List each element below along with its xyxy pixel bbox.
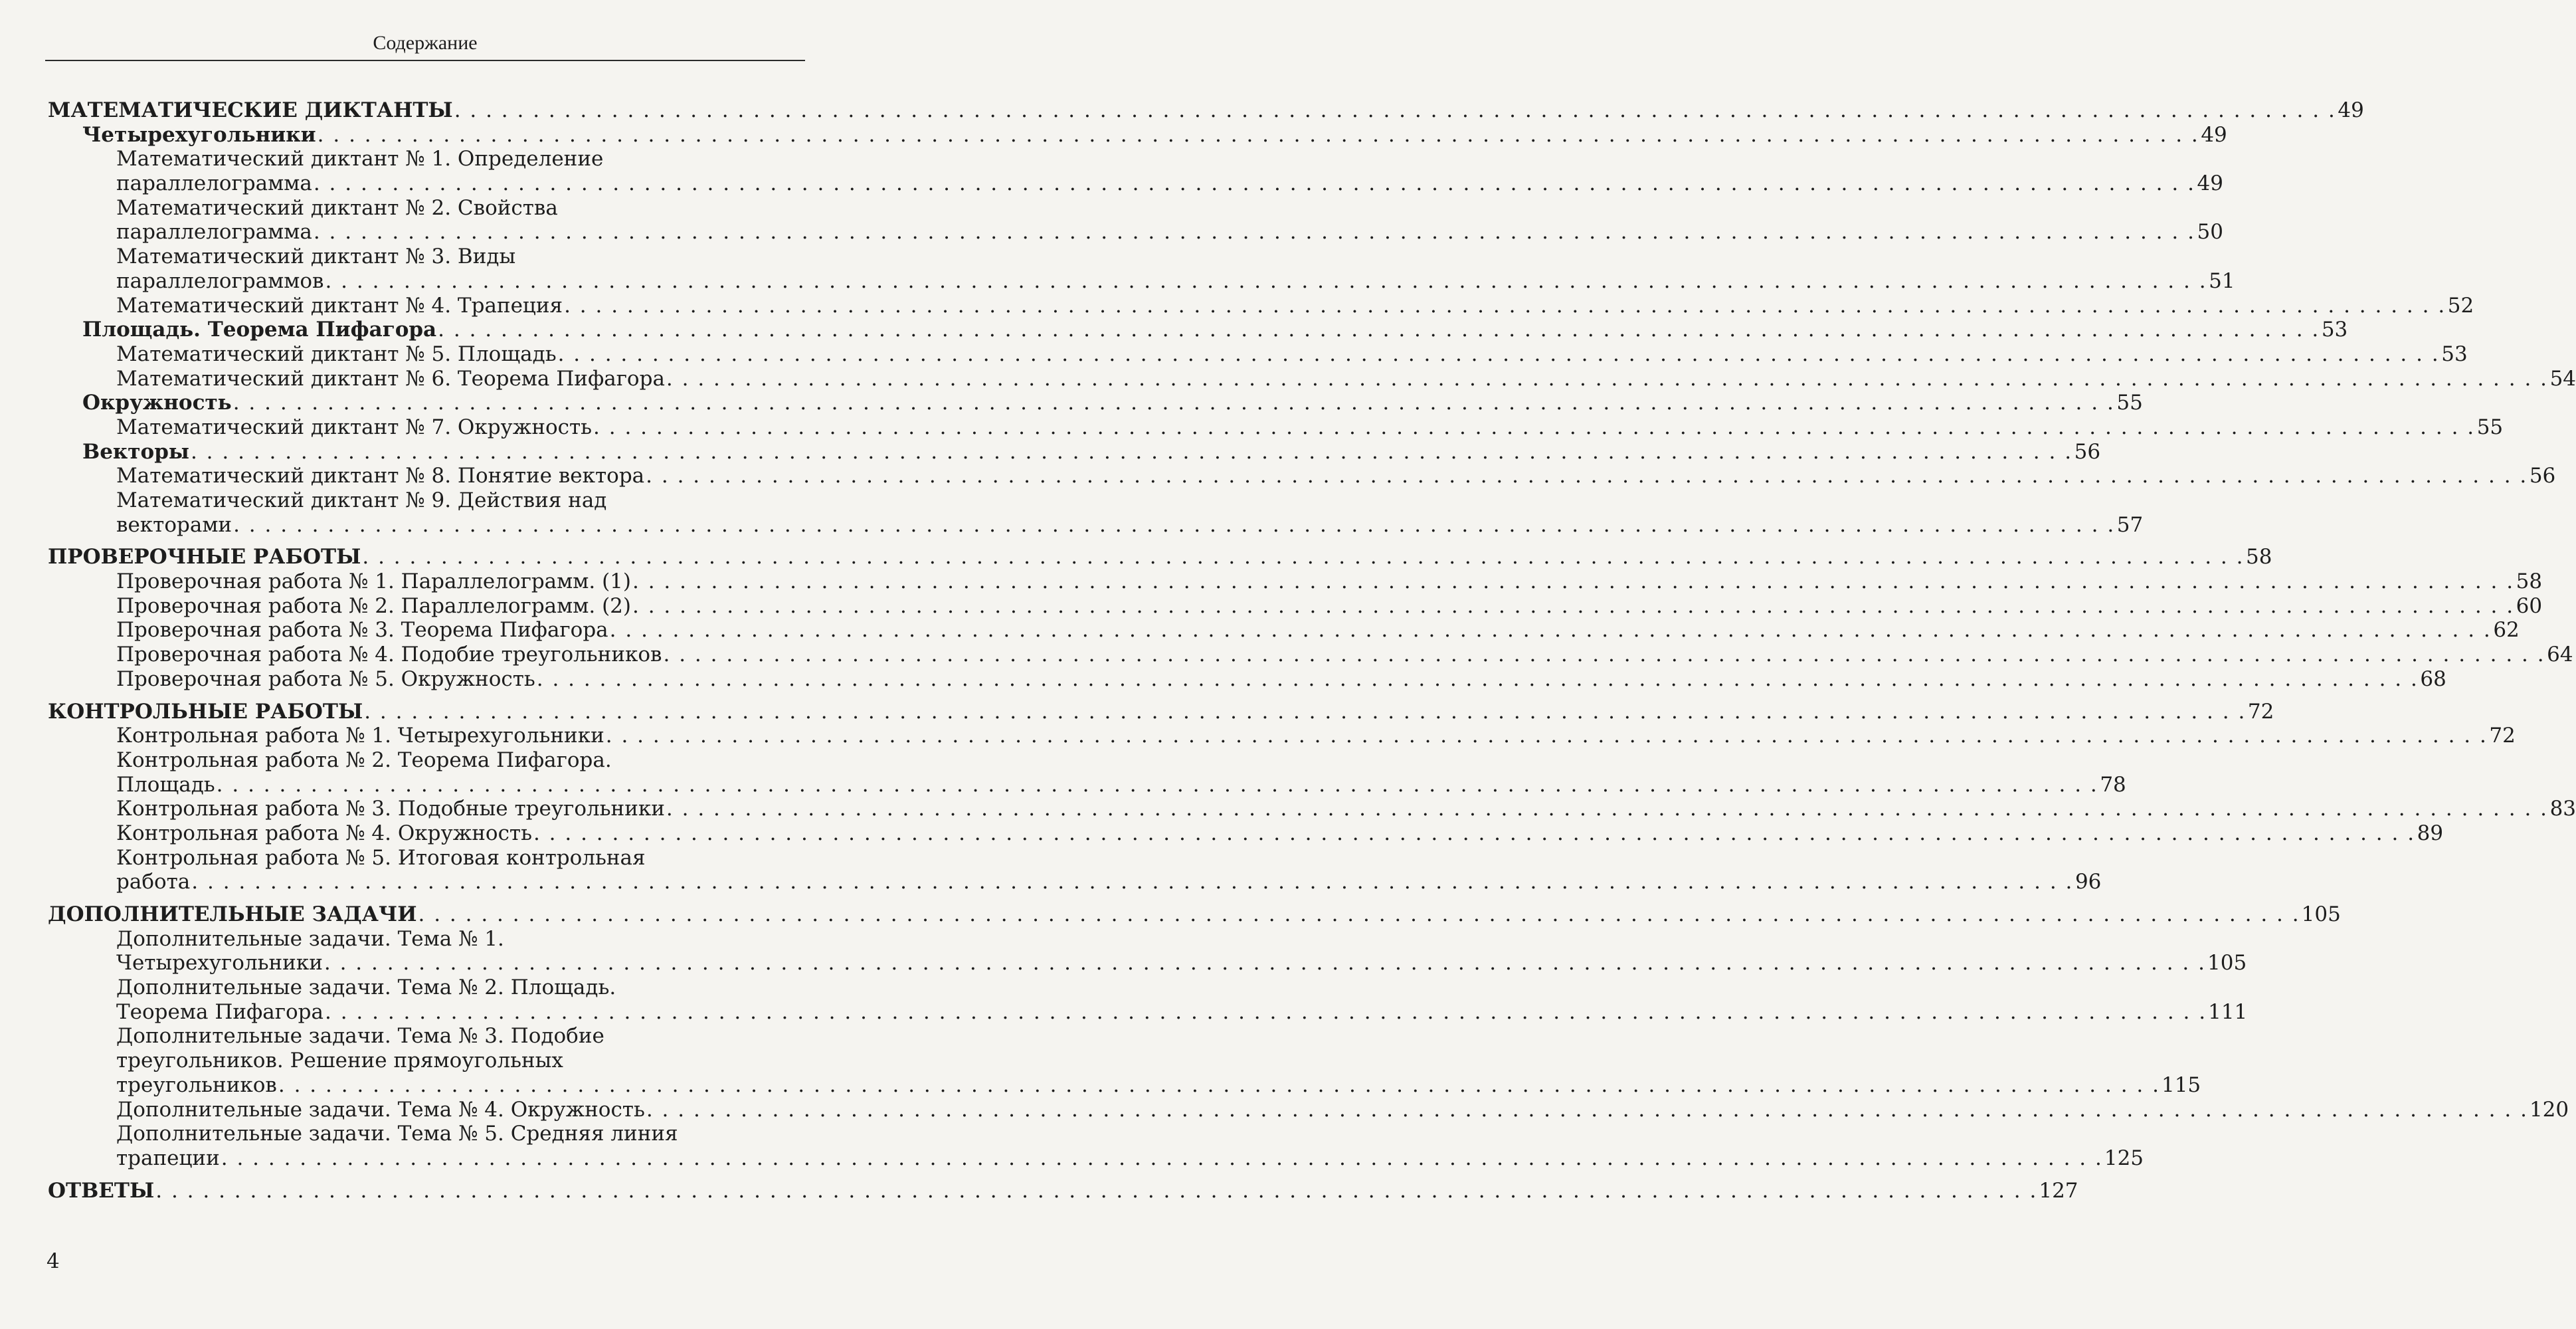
toc-entry-title: КОНТРОЛЬНЫЕ РАБОТЫ: [48, 699, 363, 724]
toc-page-number: 72: [2247, 699, 2274, 724]
toc-subsection: [48, 439, 2101, 464]
toc-leader-dots: . . . . . . . . . . . . . . . . . . . . . . . . . . . . . . . . . . . . . . . . . . . . . . . . . . . . . . . . . . . . . . . . . . . . . . . . . . . . . . . . . . . . . . . . . . . . . . . . . . . . . . . . . . . . . . . . . . . . . . . .: [632, 593, 2515, 618]
toc-entry: [48, 171, 2223, 196]
toc-page-number: 51: [2209, 268, 2235, 293]
toc-page-number: 55: [2116, 391, 2143, 415]
toc-page-number: 58: [2516, 569, 2543, 594]
toc-entry: [48, 245, 805, 269]
toc-entry-title: параллелограммов: [116, 268, 324, 293]
toc-section: [48, 902, 2341, 927]
toc-entry: [48, 748, 805, 773]
toc-page-number: 127: [2039, 1178, 2078, 1203]
toc-entry: [48, 1024, 805, 1049]
toc-leader-dots: . . . . . . . . . . . . . . . . . . . . . . . . . . . . . . . . . . . . . . . . . . . . . . . . . . . . . . . . . . . . . . . . . . . . . . . . . . . . . . . . . . . . . . . . . . . . . . . . . . . . . . . . . . . . . . . . . . . . . . . .: [216, 772, 2098, 797]
toc-entry: [48, 196, 805, 221]
toc-entry: [48, 927, 805, 952]
toc-entry-title: Дополнительные задачи. Тема № 1.: [116, 926, 504, 951]
toc-page-number: 52: [2447, 293, 2474, 318]
toc-entry-title: Дополнительные задачи. Тема № 4. Окружность: [116, 1097, 645, 1122]
toc-page-number: 125: [2104, 1146, 2144, 1170]
toc-page-number: 89: [2417, 821, 2444, 845]
toc-entry: [48, 797, 2576, 821]
toc-page-number: 56: [2074, 439, 2101, 464]
toc-page-number: 105: [2301, 902, 2341, 926]
toc-entry: [48, 268, 2235, 294]
toc-page-number: 49: [2197, 171, 2223, 196]
toc-leader-dots: . . . . . . . . . . . . . . . . . . . . . . . . . . . . . . . . . . . . . . . . . . . . . . . . . . . . . . . . . . . . . . . . . . . . . . . . . . . . . . . . . . . . . . . . . . . . . . . . . . . . . . . . . . . . . . . . . . . . . . . .: [564, 293, 2446, 318]
toc-leader-dots: . . . . . . . . . . . . . . . . . . . . . . . . . . . . . . . . . . . . . . . . . . . . . . . . . . . . . . . . . . . . . . . . . . . . . . . . . . . . . . . . . . . . . . . . . . . . . . . . . . . . . . . . . . . . . . . . . . . . . . . .: [666, 366, 2549, 391]
toc-page-number: 72: [2489, 724, 2516, 748]
toc-entry: [48, 1049, 805, 1073]
toc-section: [48, 98, 2364, 123]
toc-page-number: 120: [2529, 1097, 2569, 1122]
toc-leader-dots: . . . . . . . . . . . . . . . . . . . . . . . . . . . . . . . . . . . . . . . . . . . . . . . . . . . . . . . . . . . . . . . . . . . . . . . . . . . . . . . . . . . . . . . . . . . . . . . . . . . . . . . . . . . . . . . . . . . . . . . .: [313, 220, 2195, 245]
toc-entry: [48, 1122, 805, 1146]
toc-entry-title: треугольников: [116, 1073, 277, 1097]
toc-entry-title: Контрольная работа № 1. Четырехугольники: [116, 724, 604, 748]
toc-entry-title: ПРОВЕРОЧНЫЕ РАБОТЫ: [48, 545, 361, 569]
toc-entry-title: параллелограмма: [116, 171, 312, 196]
toc-leader-dots: . . . . . . . . . . . . . . . . . . . . . . . . . . . . . . . . . . . . . . . . . . . . . . . . . . . . . . . . . . . . . . . . . . . . . . . . . . . . . . . . . . . . . . . . . . . . . . . . . . . . . . . . . . . . . . . . . . . . . . . .: [536, 666, 2419, 691]
toc-entry-title: Окружность: [82, 391, 232, 415]
toc-entry-title: Контрольная работа № 3. Подобные треугольники: [116, 797, 665, 821]
toc-leader-dots: . . . . . . . . . . . . . . . . . . . . . . . . . . . . . . . . . . . . . . . . . . . . . . . . . . . . . . . . . . . . . . . . . . . . . . . . . . . . . . . . . . . . . . . . . . . . . . . . . . . . . . . . . . . . . . . . . . . . . . . .: [325, 268, 2207, 293]
toc-entry: [48, 821, 2444, 846]
toc-leader-dots: . . . . . . . . . . . . . . . . . . . . . . . . . . . . . . . . . . . . . . . . . . . . . . . . . . . . . . . . . . . . . . . . . . . . . . . . . . . . . . . . . . . . . . . . . . . . . . . . . . . . . . . . . . . . . . . . . . . . . . . .: [666, 797, 2549, 821]
toc-page-number: 54: [2549, 366, 2576, 391]
toc-entry: [48, 1146, 2144, 1171]
toc-entry-title: Площадь. Теорема Пифагора: [82, 318, 437, 342]
toc-entry-title: треугольников. Решение прямоугольных: [116, 1049, 563, 1073]
toc-entry-title: МАТЕМАТИЧЕСКИЕ ДИКТАНТЫ: [48, 98, 453, 122]
toc-page-number: 105: [2207, 951, 2247, 975]
toc-leader-dots: . . . . . . . . . . . . . . . . . . . . . . . . . . . . . . . . . . . . . . . . . . . . . . . . . . . . . . . . . . . . . . . . . . . . . . . . . . . . . . . . . . . . . . . . . . . . . . . . . . . . . . . . . . . . . . . . . . . . . . . .: [317, 122, 2199, 147]
toc-leader-dots: . . . . . . . . . . . . . . . . . . . . . . . . . . . . . . . . . . . . . . . . . . . . . . . . . . . . . . . . . . . . . . . . . . . . . . . . . . . . . . . . . . . . . . . . . . . . . . . . . . . . . . . . . . . . . . . . . . . . . . . .: [155, 1178, 2038, 1203]
toc-entry: [48, 951, 2247, 975]
toc-leader-dots: . . . . . . . . . . . . . . . . . . . . . . . . . . . . . . . . . . . . . . . . . . . . . . . . . . . . . . . . . . . . . . . . . . . . . . . . . . . . . . . . . . . . . . . . . . . . . . . . . . . . . . . . . . . . . . . . . . . . . . . .: [325, 999, 2207, 1024]
toc-page-number: 53: [2441, 342, 2468, 366]
toc-leader-dots: . . . . . . . . . . . . . . . . . . . . . . . . . . . . . . . . . . . . . . . . . . . . . . . . . . . . . . . . . . . . . . . . . . . . . . . . . . . . . . . . . . . . . . . . . . . . . . . . . . . . . . . . . . . . . . . . . . . . . . . .: [191, 870, 2074, 894]
toc-leader-dots: . . . . . . . . . . . . . . . . . . . . . . . . . . . . . . . . . . . . . . . . . . . . . . . . . . . . . . . . . . . . . . . . . . . . . . . . . . . . . . . . . . . . . . . . . . . . . . . . . . . . . . . . . . . . . . . . . . . . . . . .: [454, 98, 2336, 122]
toc-entry-title: Математический диктант № 6. Теорема Пифагора: [116, 366, 665, 391]
toc-subsection: [48, 318, 2348, 342]
toc-entry: [48, 643, 2573, 667]
toc-leader-dots: . . . . . . . . . . . . . . . . . . . . . . . . . . . . . . . . . . . . . . . . . . . . . . . . . . . . . . . . . . . . . . . . . . . . . . . . . . . . . . . . . . . . . . . . . . . . . . . . . . . . . . . . . . . . . . . . . . . . . . . .: [418, 902, 2300, 926]
toc-entry: [48, 415, 2504, 440]
toc-entry: [48, 1073, 2201, 1098]
toc-entry-title: Математический диктант № 1. Определение: [116, 147, 604, 171]
toc-page-number: 55: [2476, 415, 2504, 439]
toc-entry: [48, 772, 2126, 797]
toc-entry-title: Площадь: [116, 772, 215, 797]
toc-entry: [48, 1097, 2569, 1122]
toc-entry-title: Дополнительные задачи. Тема № 3. Подобие: [116, 1024, 604, 1049]
toc-entry-title: Векторы: [82, 439, 189, 464]
toc-entry: [48, 366, 2576, 391]
toc-entry-title: Математический диктант № 9. Действия над: [116, 488, 607, 512]
toc-entry-title: Математический диктант № 7. Окружность: [116, 415, 593, 439]
toc-leader-dots: . . . . . . . . . . . . . . . . . . . . . . . . . . . . . . . . . . . . . . . . . . . . . . . . . . . . . . . . . . . . . . . . . . . . . . . . . . . . . . . . . . . . . . . . . . . . . . . . . . . . . . . . . . . . . . . . . . . . . . . .: [438, 318, 2320, 342]
toc-page-number: 50: [2197, 220, 2223, 245]
toc-leader-dots: . . . . . . . . . . . . . . . . . . . . . . . . . . . . . . . . . . . . . . . . . . . . . . . . . . . . . . . . . . . . . . . . . . . . . . . . . . . . . . . . . . . . . . . . . . . . . . . . . . . . . . . . . . . . . . . . . . . . . . . .: [323, 951, 2206, 975]
toc-entry: [48, 147, 805, 171]
toc-entry: [48, 220, 2223, 245]
toc-page-number: 83: [2549, 797, 2576, 821]
table-of-contents: [48, 98, 2576, 1203]
toc-entry-title: Математический диктант № 3. Виды: [116, 245, 516, 269]
toc-entry-title: Математический диктант № 2. Свойства: [116, 195, 558, 220]
toc-entry-title: Математический диктант № 8. Понятие вектора: [116, 464, 645, 488]
toc-entry-title: Математический диктант № 5. Площадь: [116, 342, 557, 366]
toc-entry: [48, 512, 2144, 538]
toc-entry: [48, 846, 805, 870]
toc-entry: [48, 870, 2102, 894]
toc-entry: [48, 342, 2468, 367]
toc-entry: [48, 569, 2543, 594]
toc-entry-title: Теорема Пифагора: [116, 999, 323, 1024]
toc-page-number: 62: [2493, 618, 2520, 643]
toc-subsection: [48, 122, 2227, 148]
toc-entry: [48, 975, 805, 1000]
toc-leader-dots: . . . . . . . . . . . . . . . . . . . . . . . . . . . . . . . . . . . . . . . . . . . . . . . . . . . . . . . . . . . . . . . . . . . . . . . . . . . . . . . . . . . . . . . . . . . . . . . . . . . . . . . . . . . . . . . . . . . . . . . .: [364, 699, 2247, 724]
page-number: 4: [46, 1249, 60, 1273]
toc-entry-title: ДОПОЛНИТЕЛЬНЫЕ ЗАДАЧИ: [48, 902, 417, 926]
toc-entry-title: Математический диктант № 4. Трапеция: [116, 293, 563, 318]
toc-leader-dots: . . . . . . . . . . . . . . . . . . . . . . . . . . . . . . . . . . . . . . . . . . . . . . . . . . . . . . . . . . . . . . . . . . . . . . . . . . . . . . . . . . . . . . . . . . . . . . . . . . . . . . . . . . . . . . . . . . . . . . . .: [232, 391, 2115, 415]
toc-entry: [48, 293, 2474, 318]
toc-leader-dots: . . . . . . . . . . . . . . . . . . . . . . . . . . . . . . . . . . . . . . . . . . . . . . . . . . . . . . . . . . . . . . . . . . . . . . . . . . . . . . . . . . . . . . . . . . . . . . . . . . . . . . . . . . . . . . . . . . . . . . . .: [221, 1146, 2103, 1170]
header-rule: [45, 60, 805, 61]
toc-entry-title: векторами: [116, 512, 232, 537]
toc-entry-title: параллелограмма: [116, 220, 312, 245]
toc-leader-dots: . . . . . . . . . . . . . . . . . . . . . . . . . . . . . . . . . . . . . . . . . . . . . . . . . . . . . . . . . . . . . . . . . . . . . . . . . . . . . . . . . . . . . . . . . . . . . . . . . . . . . . . . . . . . . . . . . . . . . . . .: [646, 464, 2528, 488]
toc-leader-dots: . . . . . . . . . . . . . . . . . . . . . . . . . . . . . . . . . . . . . . . . . . . . . . . . . . . . . . . . . . . . . . . . . . . . . . . . . . . . . . . . . . . . . . . . . . . . . . . . . . . . . . . . . . . . . . . . . . . . . . . .: [663, 643, 2545, 667]
toc-leader-dots: . . . . . . . . . . . . . . . . . . . . . . . . . . . . . . . . . . . . . . . . . . . . . . . . . . . . . . . . . . . . . . . . . . . . . . . . . . . . . . . . . . . . . . . . . . . . . . . . . . . . . . . . . . . . . . . . . . . . . . . .: [557, 342, 2440, 366]
toc-page-number: 111: [2208, 999, 2248, 1024]
toc-entry: [48, 464, 2556, 488]
toc-page-number: 64: [2547, 643, 2573, 667]
toc-page-number: 78: [2100, 772, 2126, 797]
toc-entry: [48, 724, 2516, 748]
toc-entry: [48, 593, 2543, 619]
toc-leader-dots: . . . . . . . . . . . . . . . . . . . . . . . . . . . . . . . . . . . . . . . . . . . . . . . . . . . . . . . . . . . . . . . . . . . . . . . . . . . . . . . . . . . . . . . . . . . . . . . . . . . . . . . . . . . . . . . . . . . . . . . .: [632, 569, 2515, 594]
toc-entry-title: Проверочная работа № 1. Параллелограмм. (1): [116, 569, 631, 594]
toc-entry-title: работа: [116, 870, 191, 894]
toc-entry-title: Контрольная работа № 4. Окружность: [116, 821, 532, 845]
toc-leader-dots: . . . . . . . . . . . . . . . . . . . . . . . . . . . . . . . . . . . . . . . . . . . . . . . . . . . . . . . . . . . . . . . . . . . . . . . . . . . . . . . . . . . . . . . . . . . . . . . . . . . . . . . . . . . . . . . . . . . . . . . .: [609, 618, 2492, 643]
toc-section: [48, 1178, 2078, 1203]
toc-leader-dots: . . . . . . . . . . . . . . . . . . . . . . . . . . . . . . . . . . . . . . . . . . . . . . . . . . . . . . . . . . . . . . . . . . . . . . . . . . . . . . . . . . . . . . . . . . . . . . . . . . . . . . . . . . . . . . . . . . . . . . . .: [278, 1073, 2160, 1097]
toc-page-number: 60: [2516, 593, 2543, 618]
toc-leader-dots: . . . . . . . . . . . . . . . . . . . . . . . . . . . . . . . . . . . . . . . . . . . . . . . . . . . . . . . . . . . . . . . . . . . . . . . . . . . . . . . . . . . . . . . . . . . . . . . . . . . . . . . . . . . . . . . . . . . . . . . .: [233, 512, 2116, 537]
toc-leader-dots: . . . . . . . . . . . . . . . . . . . . . . . . . . . . . . . . . . . . . . . . . . . . . . . . . . . . . . . . . . . . . . . . . . . . . . . . . . . . . . . . . . . . . . . . . . . . . . . . . . . . . . . . . . . . . . . . . . . . . . . .: [646, 1097, 2528, 1122]
toc-entry: [48, 488, 805, 513]
toc-entry-title: Проверочная работа № 4. Подобие треугольников: [116, 643, 662, 667]
toc-entry-title: Проверочная работа № 3. Теорема Пифагора: [116, 618, 608, 643]
toc-entry-title: Четырехугольники: [116, 951, 323, 975]
toc-page-number: 68: [2420, 666, 2446, 691]
toc-page-number: 57: [2116, 512, 2144, 537]
toc-leader-dots: . . . . . . . . . . . . . . . . . . . . . . . . . . . . . . . . . . . . . . . . . . . . . . . . . . . . . . . . . . . . . . . . . . . . . . . . . . . . . . . . . . . . . . . . . . . . . . . . . . . . . . . . . . . . . . . . . . . . . . . .: [362, 545, 2245, 569]
toc-entry: [48, 999, 2248, 1025]
toc-entry-title: Дополнительные задачи. Тема № 5. Средняя линия: [116, 1122, 678, 1146]
toc-entry-title: Четырехугольники: [82, 122, 316, 147]
running-header: Содержание: [373, 32, 478, 54]
toc-entry-title: трапеции: [116, 1146, 220, 1170]
toc-page-number: 56: [2529, 464, 2556, 488]
toc-entry-title: Контрольная работа № 2. Теорема Пифагора.: [116, 748, 612, 772]
toc-leader-dots: . . . . . . . . . . . . . . . . . . . . . . . . . . . . . . . . . . . . . . . . . . . . . . . . . . . . . . . . . . . . . . . . . . . . . . . . . . . . . . . . . . . . . . . . . . . . . . . . . . . . . . . . . . . . . . . . . . . . . . . .: [605, 724, 2488, 748]
toc-entry-title: ОТВЕТЫ: [48, 1178, 155, 1203]
toc-page-number: 96: [2074, 870, 2102, 894]
toc-entry-title: Дополнительные задачи. Тема № 2. Площадь.: [116, 975, 616, 1000]
toc-entry-title: Проверочная работа № 5. Окружность: [116, 666, 535, 691]
toc-entry-title: Проверочная работа № 2. Параллелограмм. (2): [116, 593, 631, 618]
toc-entry: [48, 666, 2446, 692]
toc-leader-dots: . . . . . . . . . . . . . . . . . . . . . . . . . . . . . . . . . . . . . . . . . . . . . . . . . . . . . . . . . . . . . . . . . . . . . . . . . . . . . . . . . . . . . . . . . . . . . . . . . . . . . . . . . . . . . . . . . . . . . . . .: [533, 821, 2416, 845]
toc-subsection: [48, 391, 2143, 415]
toc-page-number: 49: [2338, 98, 2364, 122]
toc-page-number: 49: [2201, 122, 2227, 147]
toc-leader-dots: . . . . . . . . . . . . . . . . . . . . . . . . . . . . . . . . . . . . . . . . . . . . . . . . . . . . . . . . . . . . . . . . . . . . . . . . . . . . . . . . . . . . . . . . . . . . . . . . . . . . . . . . . . . . . . . . . . . . . . . .: [313, 171, 2195, 196]
toc-entry-title: Контрольная работа № 5. Итоговая контрольная: [116, 845, 646, 870]
toc-page-number: 58: [2246, 545, 2272, 569]
toc-leader-dots: . . . . . . . . . . . . . . . . . . . . . . . . . . . . . . . . . . . . . . . . . . . . . . . . . . . . . . . . . . . . . . . . . . . . . . . . . . . . . . . . . . . . . . . . . . . . . . . . . . . . . . . . . . . . . . . . . . . . . . . .: [190, 439, 2073, 464]
toc-section: [48, 545, 2272, 569]
toc-page-number: 115: [2161, 1073, 2201, 1097]
toc-page-number: 53: [2321, 318, 2348, 342]
toc-leader-dots: . . . . . . . . . . . . . . . . . . . . . . . . . . . . . . . . . . . . . . . . . . . . . . . . . . . . . . . . . . . . . . . . . . . . . . . . . . . . . . . . . . . . . . . . . . . . . . . . . . . . . . . . . . . . . . . . . . . . . . . .: [593, 415, 2476, 439]
toc-entry: [48, 618, 2520, 643]
toc-section: [48, 699, 2274, 724]
